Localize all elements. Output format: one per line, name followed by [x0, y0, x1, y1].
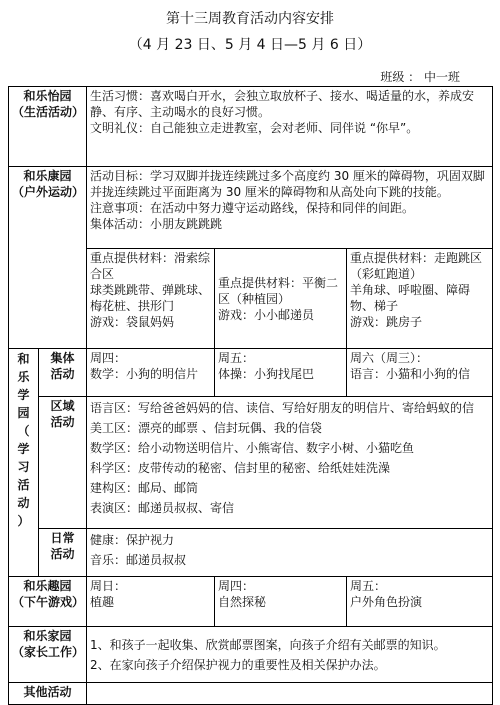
outdoor-goal: 活动目标：学习双脚并拢连续跳过多个高度约 30 厘米的障碍物，巩固双脚并拢连续跳过平面距离为 30 厘米的障碍物和从高处向下跳的技能。	[90, 169, 485, 199]
area-item: 美工区：漂亮的邮票 、信封玩偶、我的信袋	[90, 421, 322, 435]
other-content	[87, 683, 493, 705]
area-content	[87, 397, 493, 529]
outdoor-notes: 注意事项：在活动中努力遵守运动路线，保持和同伴的间距。	[90, 201, 415, 215]
row-study-area	[9, 397, 493, 529]
materials-cell-2: 重点提供材料：平衡二区（种植园） 游戏：小小邮递员	[215, 249, 347, 349]
class-label: 班级 ： 中一班	[380, 70, 460, 84]
daily-content	[87, 529, 493, 577]
section-other-label: 其他活动	[9, 683, 87, 705]
family-item: 1、和孩子一起收集、欣赏邮票图案，向孩子介绍有关邮票的知识。	[90, 637, 446, 652]
daily-item: 音乐：邮递员叔叔	[90, 553, 187, 567]
row-outdoor-goal	[9, 167, 493, 249]
area-item: 语言区：写给爸爸妈妈的信、读信、写给好朋友的明信片、寄给蚂蚁的信	[90, 401, 475, 415]
page-title: 第十三周教育活动内容安排	[166, 11, 334, 27]
section-games-label: 和乐趣园 （下午游戏）	[9, 577, 87, 627]
life-manners: 文明礼仪：自己能独立走进教室，会对老师、同伴说 “你早”。	[90, 121, 419, 135]
row-life	[9, 87, 493, 167]
group-cell-2: 周五： 体操：小狗找尾巴	[215, 349, 347, 397]
row-family	[9, 627, 493, 683]
daily-item: 健康：保护视力	[90, 533, 175, 547]
materials-cell-3: 重点提供材料：走跑跳区（彩虹跑道） 羊角球、呼啦圈、障碍物、梯子 游戏：跳房子	[347, 249, 493, 349]
daily-activity-label: 日常 活动	[39, 529, 87, 577]
games-cell-2: 周四： 自然探秘	[215, 577, 347, 627]
life-content	[87, 87, 493, 167]
area-activity-label: 区域 活动	[39, 397, 87, 529]
row-games	[9, 577, 493, 627]
games-cell-1: 周日： 植趣	[87, 577, 215, 627]
section-study-label: 和 乐 学 园 （ 学 习 活 动 ）	[9, 349, 39, 577]
area-item: 数学区：给小动物送明信片、小熊寄信、数字小树、小猫吃鱼	[90, 441, 415, 455]
row-other	[9, 683, 493, 705]
area-item: 建构区：邮局、邮筒	[90, 481, 199, 495]
group-cell-3: 周六（周三）： 语言：小猫和小狗的信	[347, 349, 493, 397]
row-study-group	[9, 349, 493, 397]
family-content	[87, 627, 493, 683]
section-outdoor-label: 和乐康园 （户外运动）	[9, 167, 87, 349]
schedule-table	[8, 86, 493, 705]
family-item: 2、在家向孩子介绍保护视力的重要性及相关保护办法。	[90, 657, 386, 672]
games-cell-3: 周五： 户外角色扮演	[347, 577, 493, 627]
group-activity-label: 集体 活动	[39, 349, 87, 397]
area-item: 表演区：邮递员叔叔、寄信	[90, 501, 235, 515]
area-item: 科学区：皮带传动的秘密、信封里的秘密、给纸娃娃洗澡	[90, 461, 391, 475]
group-cell-1: 周四： 数学：小狗的明信片	[87, 349, 215, 397]
row-study-daily	[9, 529, 493, 577]
outdoor-group: 集体活动：小朋友跳跳跳	[90, 217, 223, 231]
materials-cell-1: 重点提供材料：滑索综合区 球类跳跳带、弹跳球、梅花桩、拱形门 游戏：袋鼠妈妈	[87, 249, 215, 349]
section-family-label: 和乐家园 （家长工作）	[9, 627, 87, 683]
outdoor-content	[87, 167, 493, 249]
section-life-label: 和乐怡园 （生活活动）	[9, 87, 87, 167]
date-range: （4 月 23 日、5 月 4 日—5 月 6 日）	[128, 37, 372, 53]
life-habits: 生活习惯：喜欢喝白开水，会独立取放杯子、接水、喝适量的水，养成安静、有序、主动喝水的良好习惯。	[90, 89, 475, 119]
